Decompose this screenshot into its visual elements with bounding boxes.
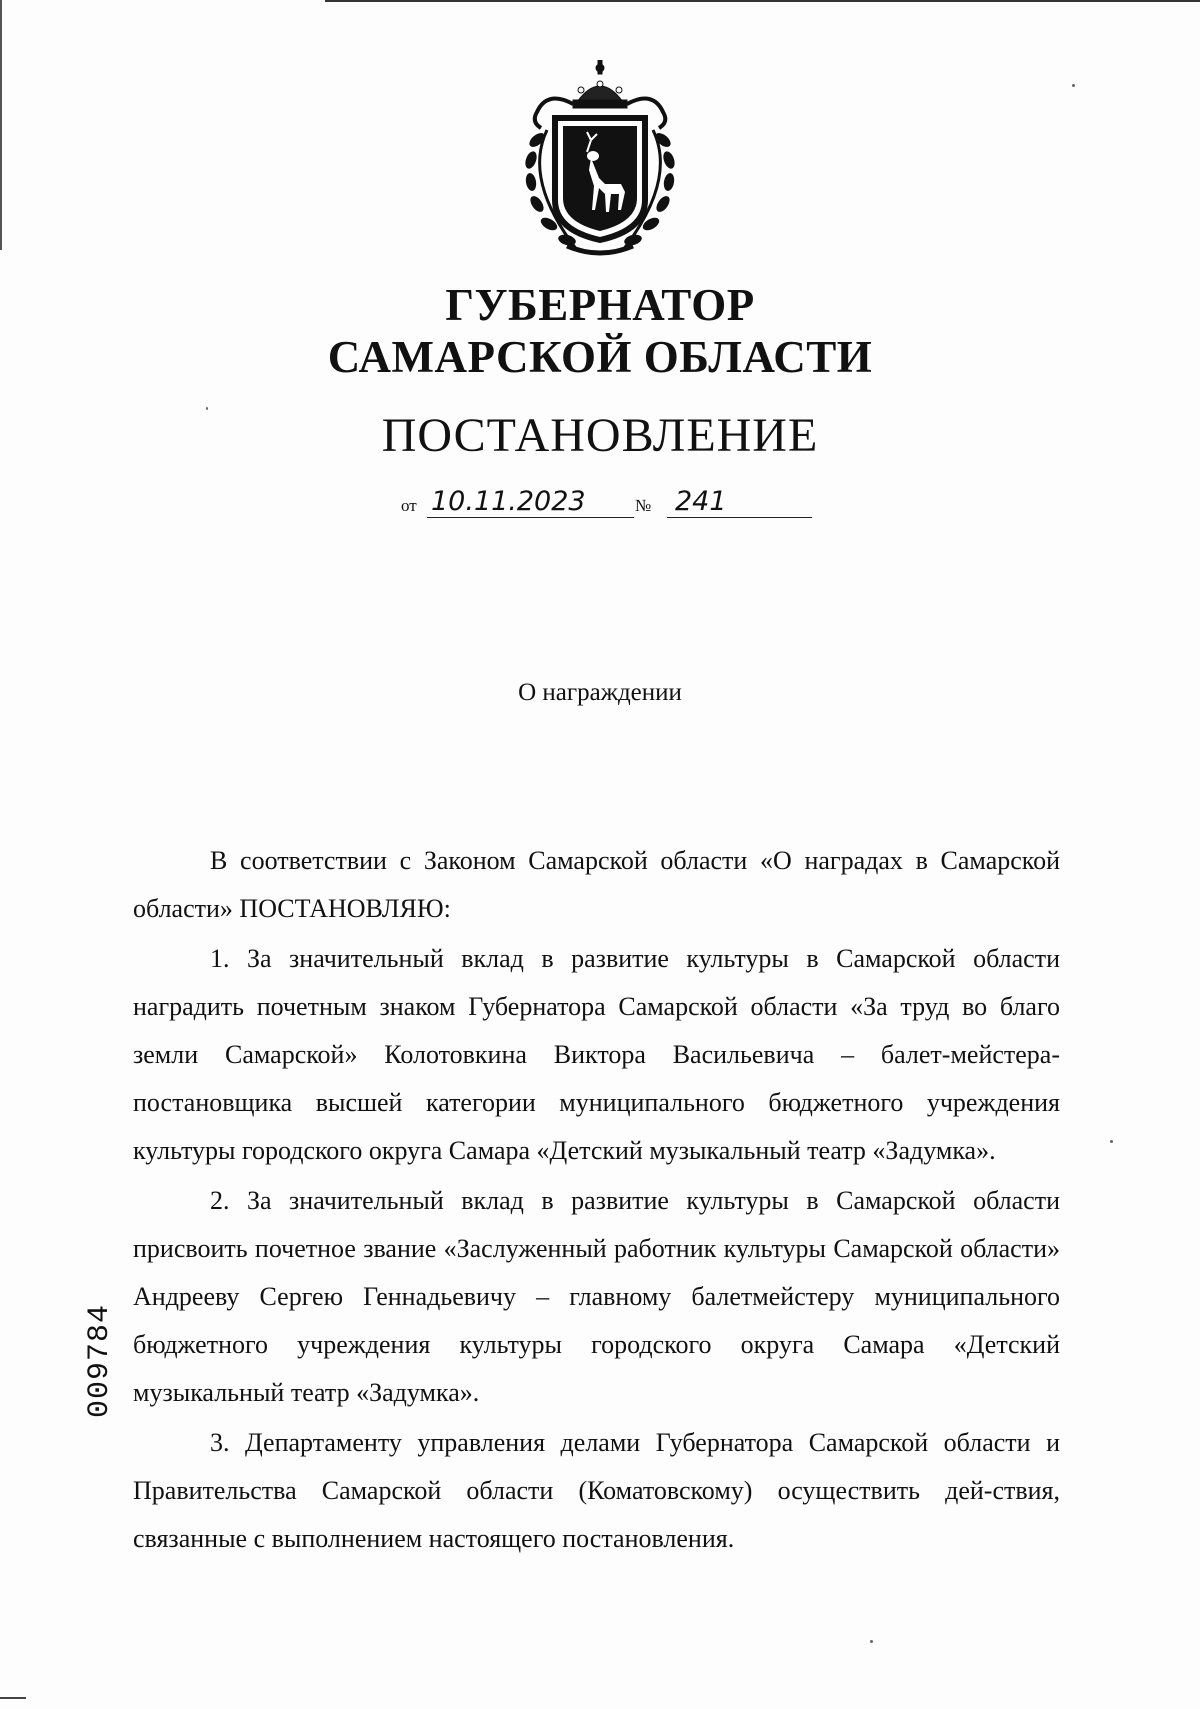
document-type: ПОСТАНОВЛЕНИЕ — [381, 409, 819, 462]
issuer-title-line1: ГУБЕРНАТОР — [445, 280, 755, 330]
body-preamble: В соответствии с Законом Самарской области «О наградах в Самарской области» ПОСТАНОВЛЯЮ: — [133, 846, 1060, 923]
scan-speck — [870, 1640, 873, 1643]
scan-border-left — [0, 0, 2, 250]
document-body — [133, 837, 1060, 1563]
document-date: 10.11.2023 — [427, 487, 634, 518]
scan-speck — [206, 407, 208, 410]
number-label: № — [635, 496, 652, 515]
scan-border-bottom — [0, 1697, 26, 1699]
body-item-2: 2. За значительный вклад в развитие культуры в Самарской области присвоить почетное звание «Заслуженный работник культуры Самарской области» Андрееву Сергею Геннадьевичу – главному балетмейстеру муниципального бюджетного учреждения культуры городского округа Самара «Детский музыкальный театр «Задумка». — [133, 1186, 1060, 1407]
document-date-number-row — [401, 484, 801, 520]
body-item-1: 1. За значительный вклад в развитие культуры в Самарской области наградить почетным знаком Губернатора Самарской области «За труд во благо земли Самарской» Колотовкина Виктора Васильевича – балет-мейстера-постановщика высшей категории муниципального бюджетного учреждения культуры городского округа Самара «Детский музыкальный театр «Задумка». — [133, 944, 1060, 1165]
document-subject: О награждении — [518, 679, 682, 706]
issuer-title-line2: САМАРСКОЙ ОБЛАСТИ — [327, 332, 873, 382]
side-serial-number: 009784 — [83, 1303, 117, 1418]
coat-of-arms-icon — [517, 60, 683, 260]
document-number: 241 — [667, 487, 812, 518]
scan-border-top — [325, 0, 1200, 2]
date-label: от — [401, 496, 417, 515]
scan-speck — [1110, 1140, 1113, 1143]
scan-speck — [1072, 84, 1075, 87]
body-item-3: 3. Департаменту управления делами Губернатора Самарской области и Правительства Самарской области (Коматовскому) осуществить дей-ствия, связанные с выполнением настоящего постановления. — [133, 1428, 1060, 1553]
